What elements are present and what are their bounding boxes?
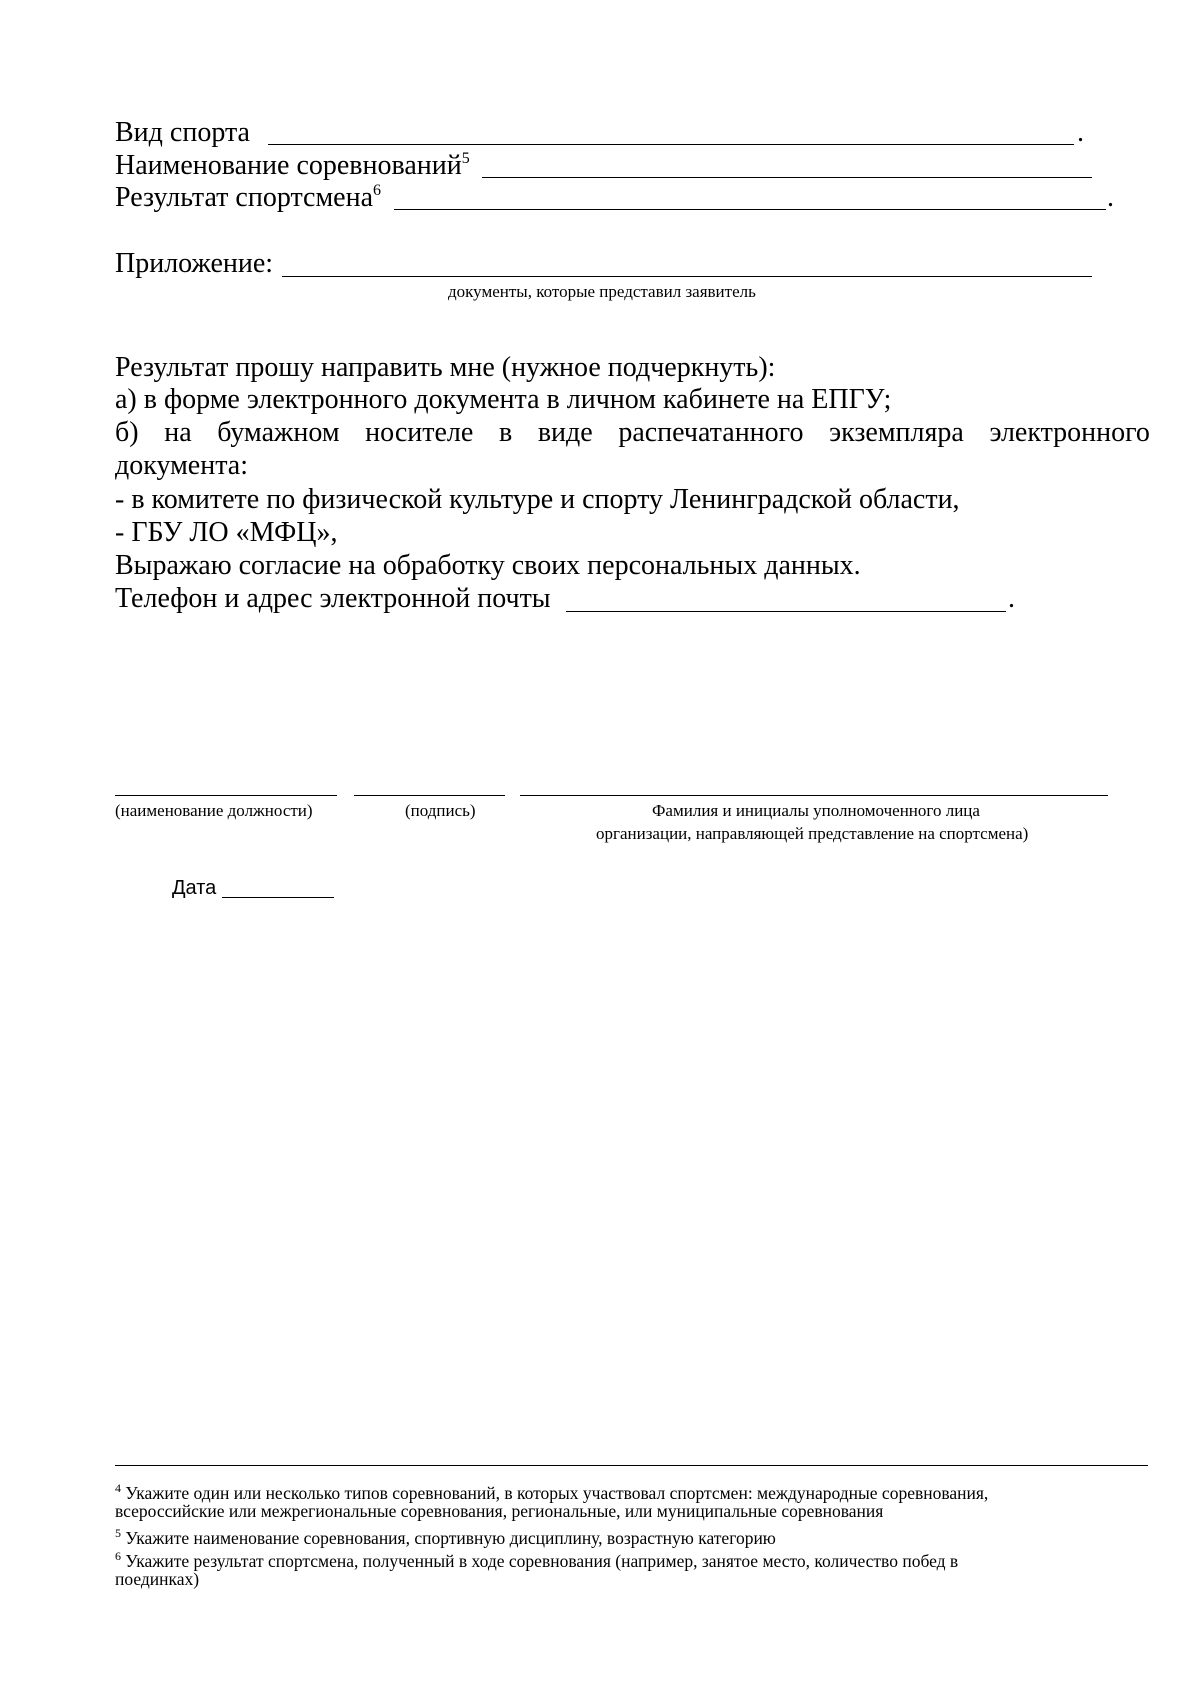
sport-end-period: .	[1077, 117, 1084, 148]
footnote-4-cont: всероссийские или межрегиональные соревнования, региональные, или муниципальные соревнования	[115, 1501, 884, 1521]
contact-label: Телефон и адрес электронной почты	[115, 583, 551, 614]
attachment-field-line[interactable]	[282, 250, 1092, 277]
result-footnote-ref: 6	[373, 182, 382, 199]
footnote-5-text: Укажите наименование соревнования, спортивную дисциплину, возрастную категорию	[125, 1527, 776, 1548]
date-label: Дата	[172, 877, 217, 899]
footnote-4-text: Укажите один или несколько типов соревнований, в которых участвовал спортсмен: международные соревнования,	[125, 1482, 989, 1503]
delivery-option-a: а) в форме электронного документа в личном кабинете на ЕПГУ;	[115, 384, 892, 415]
option-b-word: электронного	[989, 417, 1150, 448]
delivery-option-b-cont: документа:	[115, 450, 248, 481]
name-line[interactable]	[520, 783, 1108, 796]
option-b-word: б)	[115, 417, 139, 448]
footnote-6-num: 6	[115, 1549, 121, 1563]
footnote-5-num: 5	[115, 1526, 121, 1540]
result-field-line[interactable]	[394, 183, 1106, 210]
result-end-period: .	[1107, 182, 1114, 213]
result-label-text: Результат спортсмена	[115, 182, 374, 213]
delivery-sub-1: - в комитете по физической культуре и спорту Ленинградской области,	[115, 484, 960, 515]
competition-footnote-ref: 5	[461, 150, 470, 167]
footnote-6	[115, 1545, 958, 1572]
option-b-word: бумажном	[217, 417, 340, 448]
option-b-word: распечатанного	[618, 417, 804, 448]
option-b-word: виде	[537, 417, 593, 448]
position-line[interactable]	[115, 783, 337, 796]
delivery-intro: Результат прошу направить мне (нужное подчеркнуть):	[115, 352, 776, 383]
option-b-word: на	[164, 417, 192, 448]
consent-text: Выражаю согласие на обработку своих персональных данных.	[115, 550, 861, 581]
sport-field-line[interactable]	[268, 118, 1074, 145]
result-label	[115, 182, 381, 218]
option-b-word: носителе	[365, 417, 474, 448]
signature-caption: (подпись)	[405, 801, 476, 820]
footnote-6-cont: поединках)	[115, 1569, 200, 1589]
contact-field-line[interactable]	[566, 585, 1006, 612]
attachment-caption: документы, которые представил заявитель	[448, 282, 756, 301]
position-caption: (наименование должности)	[115, 801, 313, 820]
footnote-separator	[115, 1465, 1148, 1466]
competition-field-line[interactable]	[482, 151, 1092, 178]
signature-line[interactable]	[354, 783, 505, 796]
delivery-sub-2: - ГБУ ЛО «МФЦ»,	[115, 517, 338, 548]
footnote-4-num: 4	[115, 1481, 121, 1495]
option-b-word: экземпляра	[829, 417, 964, 448]
attachment-label: Приложение:	[115, 248, 274, 279]
footnote-6-text: Укажите результат спортсмена, полученный в ходе соревнования (например, занятое место, количество побед в	[125, 1550, 959, 1571]
date-field-line[interactable]	[222, 878, 334, 898]
option-b-word: в	[498, 417, 513, 448]
name-caption-line1: Фамилия и инициалы уполномоченного лица	[652, 801, 980, 820]
competition-label	[115, 150, 470, 186]
sport-label: Вид спорта	[115, 117, 250, 148]
contact-end-period: .	[1008, 583, 1015, 614]
name-caption-line2: организации, направляющей представление на спортсмена)	[596, 824, 1029, 843]
competition-label-text: Наименование соревнований	[115, 150, 462, 181]
delivery-option-b	[115, 417, 1150, 449]
